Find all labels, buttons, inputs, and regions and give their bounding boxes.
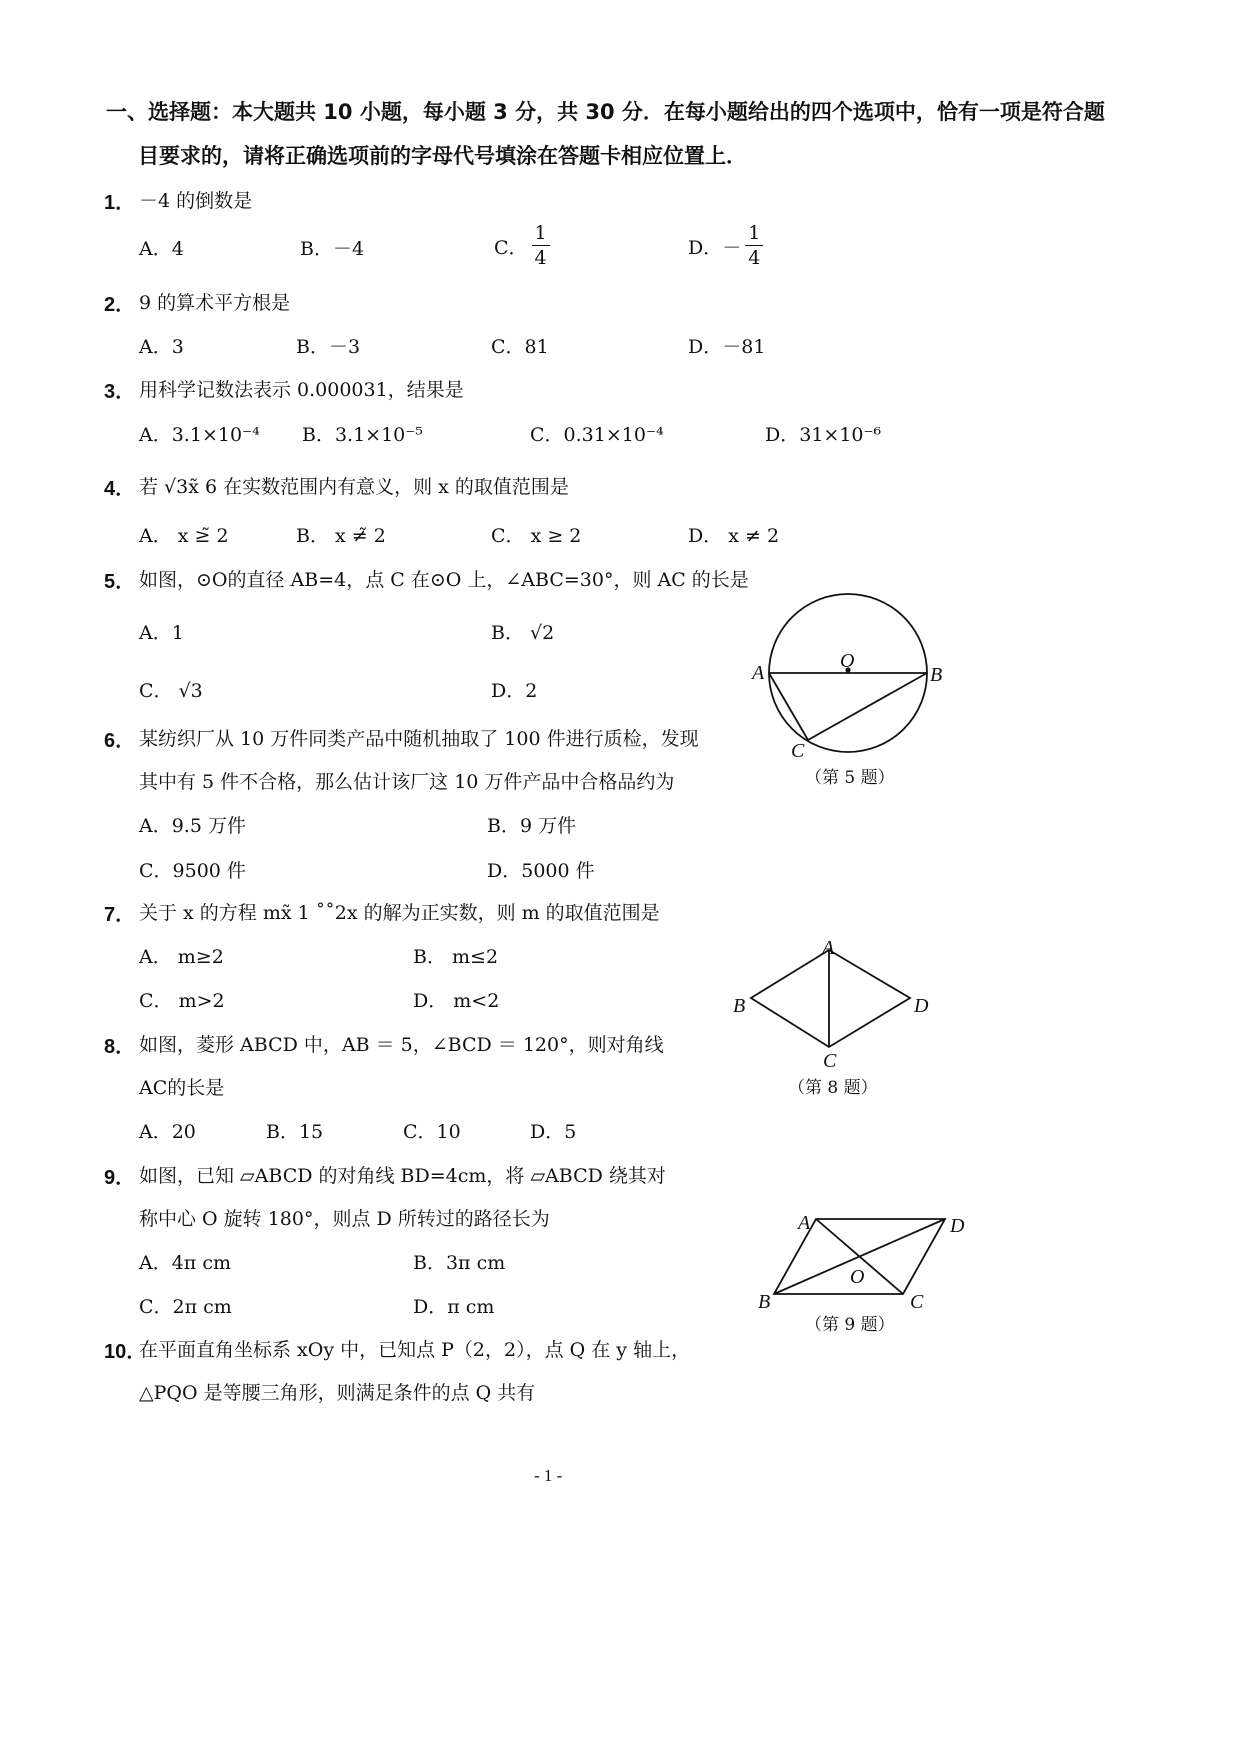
figure-9-label-d: D [950, 1215, 965, 1237]
question-text-line1: 如图，菱形 ABCD 中，AB ＝ 5，∠BCD ＝ 120°，则对角线 [139, 1034, 664, 1056]
figure-5-caption: （第 5 题） [805, 768, 895, 788]
option-b: B．－4 [300, 238, 365, 260]
figure-5-label-o: O [840, 650, 855, 672]
question-text-line1: 某纺织厂从 10 万件同类产品中随机抽取了 100 件进行质检，发现 [139, 728, 699, 750]
question-text-line2: AC的长是 [139, 1077, 225, 1099]
option-c: C． x ≥ 2 [491, 525, 582, 547]
option-a: A．20 [139, 1121, 196, 1143]
fraction-denominator: 4 [534, 247, 547, 269]
question-text: －4 的倒数是 [139, 190, 253, 212]
question-number: 2． [104, 294, 136, 316]
question-text-line1: 在平面直角坐标系 xOy 中，已知点 P（2，2），点 Q 在 y 轴上， [139, 1339, 691, 1361]
option-b: B．3.1×10⁻⁵ [302, 424, 423, 446]
option-c [494, 224, 550, 268]
option-d: D．31×10⁻⁶ [765, 424, 882, 446]
section-header-line2: 目要求的，请将正确选项前的字母代号填涂在答题卡相应位置上． [138, 144, 747, 168]
option-b: B．－3 [296, 336, 361, 358]
option-b: B． √2 [491, 622, 555, 644]
fraction [745, 224, 763, 268]
figure-9-caption: （第 9 题） [805, 1315, 895, 1335]
figure-5-label-b: B [930, 664, 943, 686]
option-c: C．9500 件 [139, 860, 246, 882]
figure-9-label-b: B [758, 1291, 771, 1313]
figure-9-label-a: A [798, 1212, 811, 1234]
figure-8-rhombus [740, 940, 930, 1060]
question-number: 3． [104, 381, 136, 403]
fraction-numerator: 1 [745, 224, 763, 246]
question-text: 如图，⊙O的直径 AB=4，点 C 在⊙O 上，∠ABC=30°，则 AC 的长是 [139, 569, 749, 591]
option-d [688, 224, 763, 268]
figure-9-parallelogram [750, 1205, 960, 1305]
option-c: C．81 [491, 336, 549, 358]
question-text: 9 的算术平方根是 [139, 292, 291, 314]
option-d: D． m<2 [413, 990, 500, 1012]
option-b: B． m≤2 [413, 946, 499, 968]
question-number: 8． [104, 1036, 136, 1058]
option-c: C． m>2 [139, 990, 225, 1012]
question-text: 关于 x 的方程 mx̃ 1 ˚˚2x 的解为正实数，则 m 的取值范围是 [139, 902, 660, 924]
fraction-denominator: 4 [748, 247, 761, 269]
figure-9-label-o: O [850, 1266, 865, 1288]
section-header-line1: 一、选择题：本大题共 10 小题，每小题 3 分，共 30 分．在每小题给出的四个选项中，恰有一项是符合题 [106, 100, 1105, 124]
page-number: - 1 - [534, 1466, 563, 1485]
option-d: D．5 [530, 1121, 577, 1143]
option-c: C．0.31×10⁻⁴ [530, 424, 664, 446]
option-d: D．－81 [688, 336, 766, 358]
figure-5-label-a: A [752, 662, 765, 684]
question-number: 10． [104, 1341, 147, 1363]
figure-8-label-c: C [823, 1050, 837, 1072]
option-c: C． √3 [139, 680, 203, 702]
question-text-line1: 如图，已知 ▱ABCD 的对角线 BD=4cm，将 ▱ABCD 绕其对 [139, 1165, 666, 1187]
question-number: 7． [104, 904, 136, 926]
question-text: 用科学记数法表示 0.000031，结果是 [139, 379, 464, 401]
option-a: A．3 [139, 336, 184, 358]
question-number: 1． [104, 192, 136, 214]
option-a: A．4 [139, 238, 184, 260]
option-b: B． x ≠̃ 2 [296, 525, 386, 547]
option-a: A．4π cm [139, 1252, 231, 1274]
option-a: A． x ≥̃ 2 [139, 525, 229, 547]
fraction [532, 224, 550, 268]
fraction-numerator: 1 [532, 224, 550, 246]
figure-9-label-c: C [910, 1291, 924, 1313]
option-c: C．10 [403, 1121, 461, 1143]
option-prefix: D．－ [688, 236, 742, 259]
figure-8-caption: （第 8 题） [788, 1078, 878, 1098]
figure-5-label-c: C [791, 740, 805, 762]
option-a: A．3.1×10⁻⁴ [139, 424, 260, 446]
option-d: D．2 [491, 680, 538, 702]
option-a: A．9.5 万件 [139, 815, 246, 837]
question-text-line2: △PQO 是等腰三角形，则满足条件的点 Q 共有 [139, 1382, 536, 1404]
option-b: B．9 万件 [487, 815, 577, 837]
option-a: A． m≥2 [139, 946, 224, 968]
question-text: 若 √3x̃ 6 在实数范围内有意义，则 x 的取值范围是 [139, 476, 569, 498]
option-d: D． x ≠ 2 [688, 525, 780, 547]
question-number: 9． [104, 1167, 136, 1189]
option-d: D．π cm [413, 1296, 495, 1318]
question-number: 4． [104, 478, 136, 500]
option-b: B．3π cm [413, 1252, 506, 1274]
option-a: A．1 [139, 622, 184, 644]
figure-8-label-a: A [822, 937, 835, 959]
option-c: C．2π cm [139, 1296, 232, 1318]
question-text-line2: 称中心 O 旋转 180°，则点 D 所转过的路径长为 [139, 1208, 550, 1230]
option-b: B．15 [266, 1121, 324, 1143]
question-text-line2: 其中有 5 件不合格，那么估计该厂这 10 万件产品中合格品约为 [139, 771, 675, 793]
figure-8-label-d: D [914, 995, 929, 1017]
question-number: 6． [104, 730, 136, 752]
option-prefix: C． [494, 236, 528, 259]
figure-8-label-b: B [733, 995, 746, 1017]
question-number: 5． [104, 571, 136, 593]
option-d: D．5000 件 [487, 860, 595, 882]
